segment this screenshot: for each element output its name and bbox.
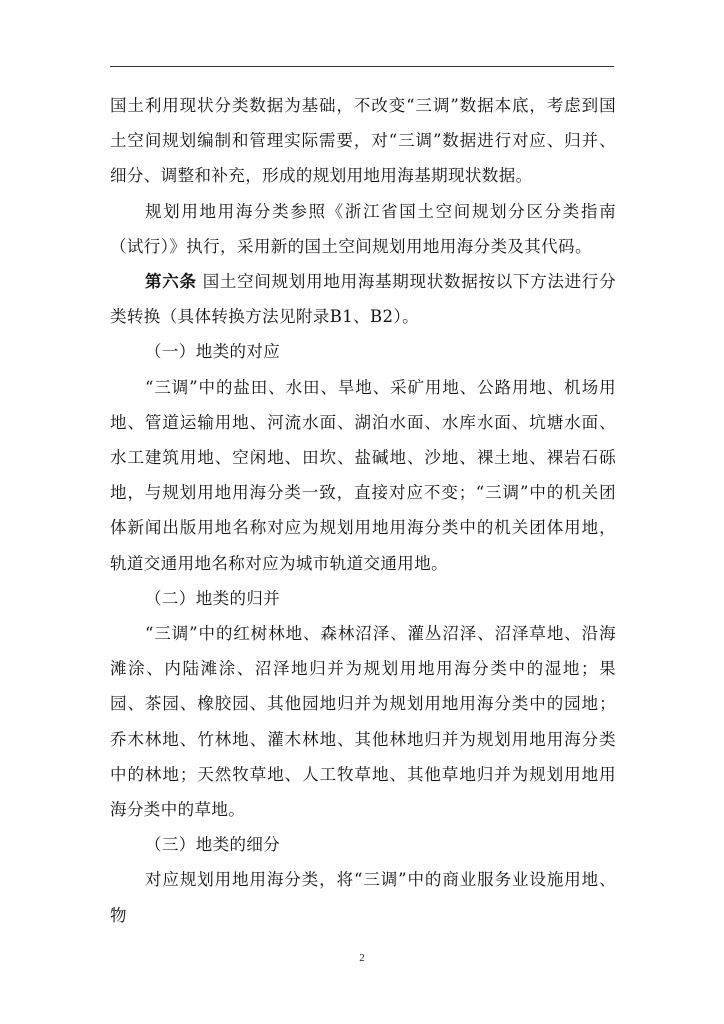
document-body xyxy=(110,88,616,933)
paragraph-subdivision: 对应规划用地用海分类，将“三调”中的商业服务业设施用地、物 xyxy=(110,870,616,925)
paragraph-correspondence: “三调”中的盐田、水田、旱地、采矿用地、公路用地、机场用地、管道运输用地、河流水面、湖泊水面、水库水面、坑塘水面、水工建筑用地、空闲地、田坎、盐碱地、沙地、裸土地、裸岩石砾地，与规划用地用海分类一致，直接对应不变；“三调”中的机关团体新闻出版用地名称对应为规划用地用海分类中的机关团体用地，轨道交通用地名称对应为城市轨道交通用地。 xyxy=(110,377,616,573)
section-heading-subdivision: （三）地类的细分 xyxy=(145,835,281,855)
section-heading-merging: （二）地类的归并 xyxy=(145,588,281,608)
paragraph-article-six xyxy=(110,264,616,334)
paragraph-classification-reference: 规划用地用海分类参照《浙江省国土空间规划分区分类指南（试行）》执行，采用新的国土空间规划用地用海分类及其代码。 xyxy=(110,201,616,256)
page-number: 2 xyxy=(359,952,365,964)
header-rule xyxy=(110,66,614,67)
article-six-text: 国土空间规划用地用海基期现状数据按以下方法进行分类转换（具体转换方法见附录B1、B2）。 xyxy=(110,272,617,327)
section-heading-correspondence: （一）地类的对应 xyxy=(145,342,281,362)
article-label: 第六条 xyxy=(145,272,197,292)
paragraph-continuation: 国土利用现状分类数据为基础，不改变“三调”数据本底，考虑到国土空间规划编制和管理实际需要，对“三调”数据进行对应、归并、细分、调整和补充，形成的规划用地用海基期现状数据。 xyxy=(110,96,616,186)
paragraph-merging: “三调”中的红树林地、森林沼泽、灌丛沼泽、沼泽草地、沿海滩涂、内陆滩涂、沼泽地归并为规划用地用海分类中的湿地；果园、茶园、橡胶园、其他园地归并为规划用地用海分类中的园地；乔木林地、竹林地、灌木林地、其他林地归并为规划用地用海分类中的林地；天然牧草地、人工牧草地、其他草地归并为规划用地用海分类中的草地。 xyxy=(110,624,616,820)
